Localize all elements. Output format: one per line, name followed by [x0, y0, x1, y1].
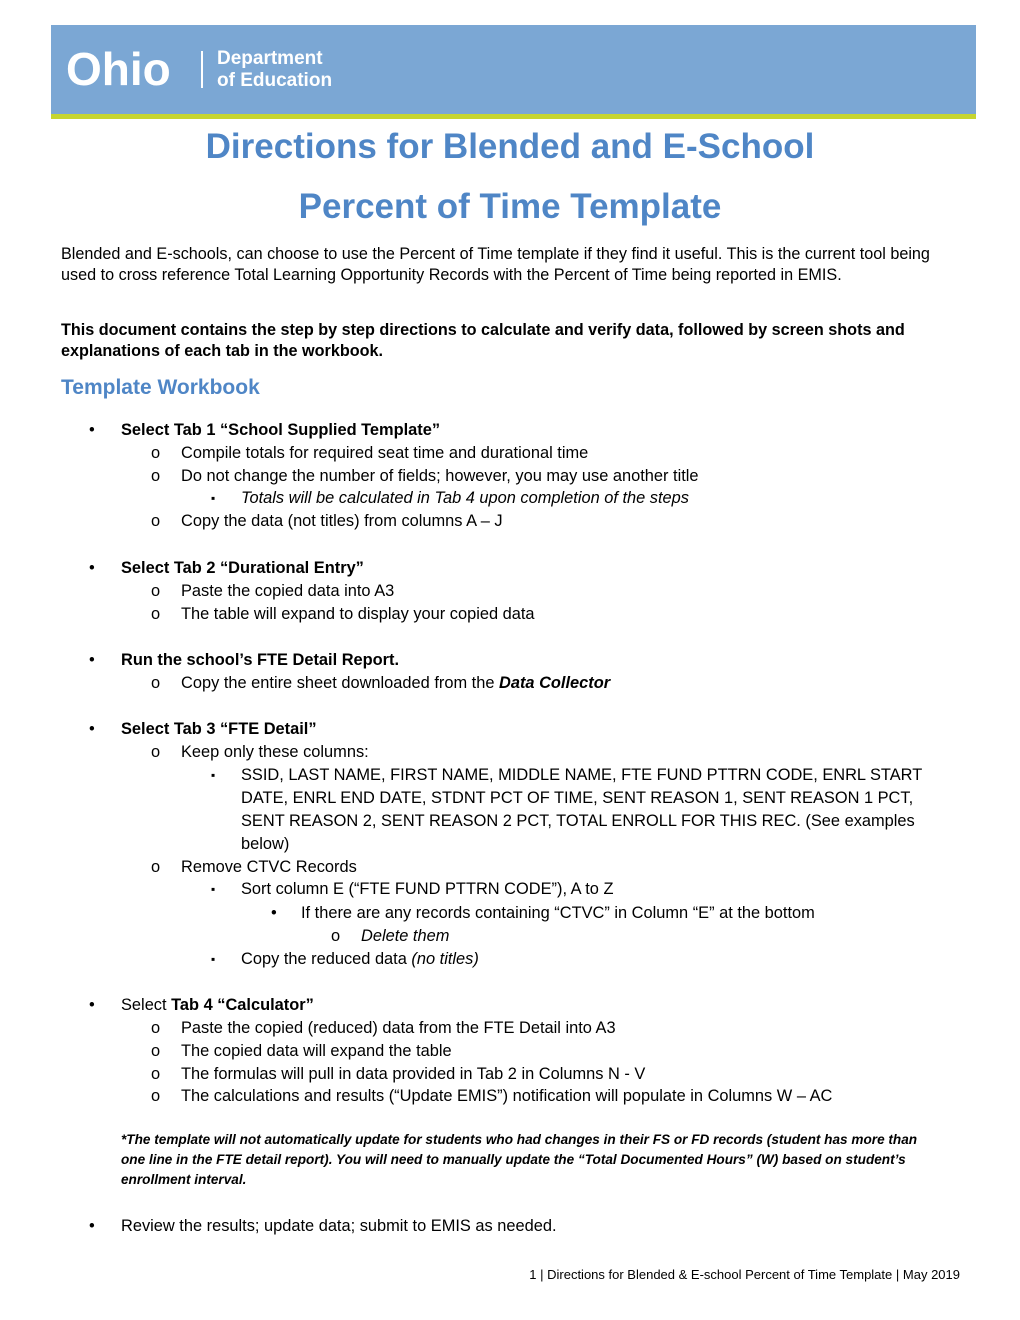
ohio-logo: Ohio — [66, 43, 171, 95]
data-collector-emphasis: Data Collector — [499, 674, 611, 692]
step-4-item-a: Keep only these columns: — [181, 743, 369, 761]
template-note: *The template will not automatically update for students who had changes in their FS or FD records (student has more than one line in the FTE detail report). You will need to manually update the “Total Documented Hours” (W) based on student’s enrollment interval. — [121, 1132, 918, 1187]
square-marker: ▪ — [211, 952, 216, 966]
banner-accent-stripe — [51, 114, 976, 119]
bullet-marker: • — [89, 720, 95, 738]
dept-line-2: of Education — [217, 70, 333, 91]
footer-separator: | — [895, 1267, 900, 1282]
section-heading: Template Workbook — [61, 376, 260, 399]
no-titles-emphasis: (no titles) — [411, 950, 479, 968]
circle-marker: o — [151, 1019, 161, 1037]
step-1-title: Select Tab 1 “School Supplied Template” — [121, 421, 441, 439]
intro-bold-paragraph: This document contains the step by step directions to calculate and verify data, followed by screen shots and explanations of each tab in the workbook. — [61, 321, 905, 360]
step-5-title — [121, 994, 314, 1016]
square-marker: ▪ — [211, 491, 216, 505]
bullet-marker: • — [89, 651, 95, 669]
circle-marker: o — [151, 1042, 161, 1060]
step-2-item-a: Paste the copied data into A3 — [181, 582, 395, 600]
step-5-title-pre: Select — [121, 996, 172, 1014]
footer-date: May 2019 — [902, 1267, 960, 1282]
department-logo-text — [217, 48, 332, 92]
step-1-item-c: Copy the data (not titles) from columns A – J — [181, 512, 503, 530]
circle-marker: o — [151, 582, 161, 600]
step-4-delete: Delete them — [361, 927, 450, 945]
step-5-item-b: The copied data will expand the table — [181, 1042, 452, 1060]
square-marker: ▪ — [211, 882, 216, 896]
step-3-title: Run the school’s FTE Detail Report. — [121, 651, 400, 669]
dept-line-1: Department — [217, 48, 323, 69]
circle-marker: o — [151, 467, 161, 485]
bullet-marker: • — [89, 1217, 95, 1235]
step-2-item-b: The table will expand to display your copied data — [181, 605, 535, 623]
step-4-column-list: SSID, LAST NAME, FIRST NAME, MIDDLE NAME, FTE FUND PTTRN CODE, ENRL START DATE, ENRL END DATE, STDNT PCT OF TIME, SENT REASON 1, SENT REASON 1 PCT, SENT REASON 2, SENT REASON 2 PCT, TOTAL ENROLL FOR THIS REC. (See examples below) — [241, 766, 922, 853]
step-1-item-b: Do not change the number of fields; however, you may use another title — [181, 467, 699, 485]
step-4-item-b: Remove CTVC Records — [181, 858, 357, 876]
circle-marker: o — [151, 674, 161, 692]
step-5-item-d: The calculations and results (“Update EMIS”) notification will populate in Columns W – AC — [181, 1087, 833, 1105]
step-5-item-c: The formulas will pull in data provided in Tab 2 in Columns N - V — [181, 1065, 646, 1083]
step-4-copy-text: Copy the reduced data — [241, 950, 412, 968]
step-4-copy — [241, 948, 479, 970]
circle-marker: o — [331, 927, 341, 945]
circle-marker: o — [151, 605, 161, 623]
intro-paragraph: Blended and E-schools, can choose to use the Percent of Time template if they find it useful. This is the current tool being used to cross reference Total Learning Opportunity Records with the Percent of Time being reported in EMIS. — [61, 245, 930, 284]
step-5-title-bold: Tab 4 “Calculator” — [171, 996, 314, 1014]
footer-doc-title: Directions for Blended & E-school Percent of Time Template — [547, 1267, 893, 1282]
logo-divider — [201, 51, 203, 88]
step-1-item-a: Compile totals for required seat time and durational time — [181, 444, 589, 462]
bullet-marker: • — [271, 904, 277, 922]
circle-marker: o — [151, 1087, 161, 1105]
step-3-item-a — [181, 672, 610, 694]
step-3-item-a-text: Copy the entire sheet downloaded from the — [181, 674, 499, 692]
square-marker: ▪ — [211, 768, 216, 782]
header-banner — [51, 25, 976, 114]
step-6-review: Review the results; update data; submit to EMIS as needed. — [121, 1217, 557, 1235]
circle-marker: o — [151, 743, 161, 761]
circle-marker: o — [151, 858, 161, 876]
step-2-title: Select Tab 2 “Durational Entry” — [121, 559, 364, 577]
circle-marker: o — [151, 444, 161, 462]
step-5-item-a: Paste the copied (reduced) data from the FTE Detail into A3 — [181, 1019, 616, 1037]
step-4-ctvc-check: If there are any records containing “CTVC” in Column “E” at the bottom — [301, 904, 815, 922]
bullet-marker: • — [89, 421, 95, 439]
footer-separator: | — [540, 1267, 544, 1282]
page-title-line-1: Directions for Blended and E-School — [205, 127, 815, 166]
bullet-marker: • — [89, 559, 95, 577]
bullet-marker: • — [89, 996, 95, 1014]
page-title-line-2: Percent of Time Template — [298, 187, 722, 226]
step-4-title: Select Tab 3 “FTE Detail” — [121, 720, 317, 738]
page-footer — [529, 1266, 960, 1284]
circle-marker: o — [151, 512, 161, 530]
circle-marker: o — [151, 1065, 161, 1083]
footer-page-number: 1 — [529, 1267, 537, 1282]
step-1-item-b-note: Totals will be calculated in Tab 4 upon completion of the steps — [241, 489, 689, 507]
step-4-sort: Sort column E (“FTE FUND PTTRN CODE”), A to Z — [241, 880, 614, 898]
